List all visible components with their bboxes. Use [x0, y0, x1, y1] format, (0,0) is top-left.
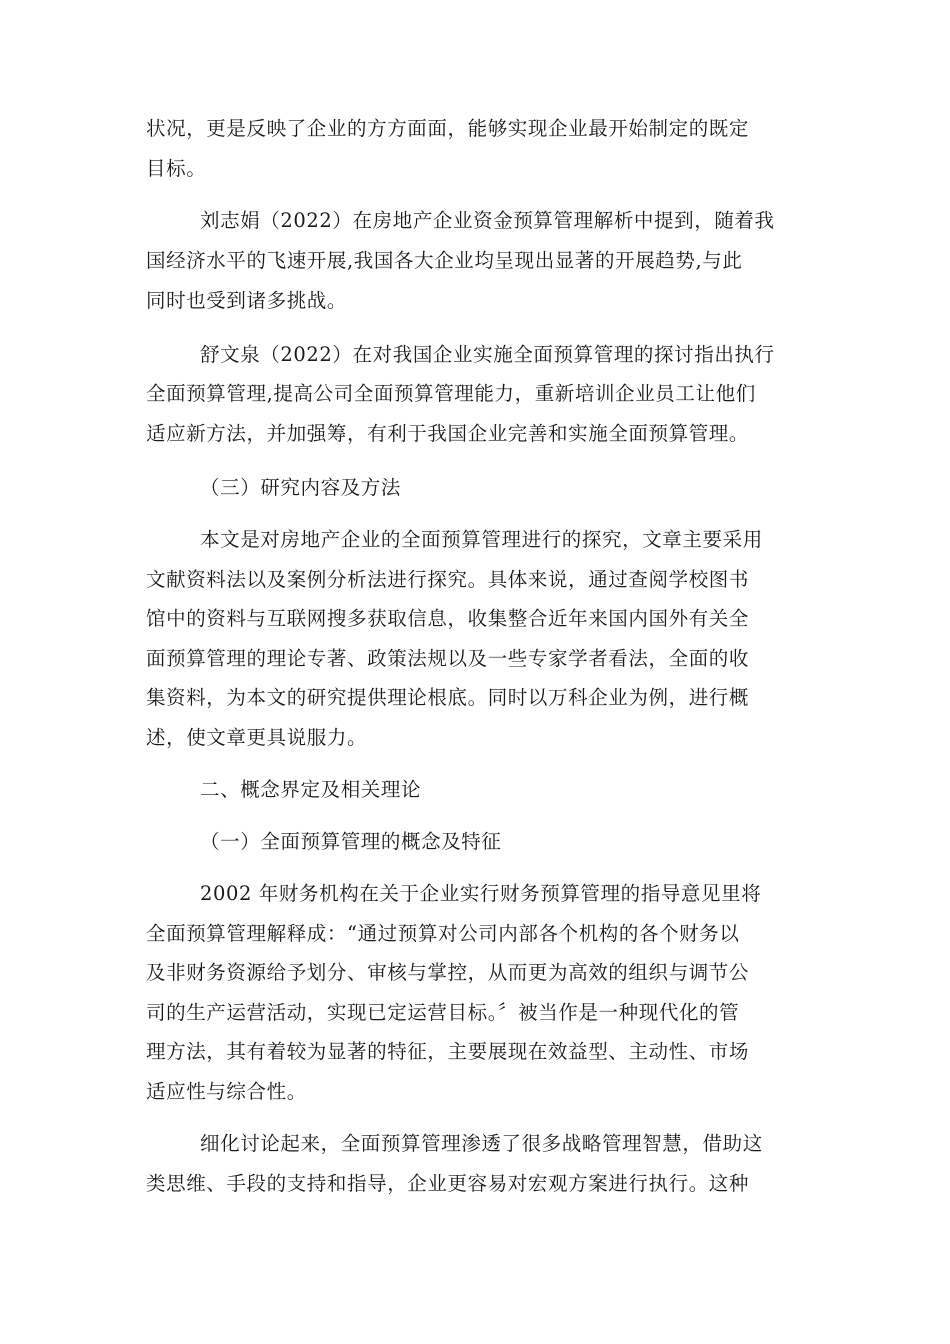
paragraph-line: 理方法，其有着较为显著的特征，主要展现在效益型、主动性、市场 [146, 1040, 750, 1063]
paragraph-line: 述，使文章更具说服力。 [146, 726, 368, 749]
paragraph-line: 馆中的资料与互联网搜多获取信息，收集整合近年来国内国外有关全 [146, 607, 750, 630]
section-heading: （一）全面预算管理的概念及特征 [200, 830, 502, 853]
paragraph-line: 细化讨论起来，全面预算管理渗透了很多战略管理智慧，借助这 [200, 1132, 763, 1155]
paragraph-line: 文献资料法以及案例分析法进行探究。具体来说，通过查阅学校图书 [146, 568, 750, 591]
paragraph-line: 2002 年财务机构在关于企业实行财务预算管理的指导意见里将 [200, 882, 762, 905]
paragraph-line: 舒文泉（2022）在对我国企业实施全面预算管理的探讨指出执行 [200, 343, 775, 366]
paragraph-line: 国经济水平的飞速开展,我国各大企业均呈现出显著的开展趋势,与此 [146, 249, 743, 272]
section-heading: （三）研究内容及方法 [200, 476, 402, 499]
paragraph-line: 及非财务资源给予划分、审核与掌控，从而更为高效的组织与调节公 [146, 961, 750, 984]
paragraph-line: 类思维、手段的支持和指导，企业更容易对宏观方案进行执行。这种 [146, 1172, 750, 1195]
paragraph-line: 目标。 [146, 157, 207, 180]
paragraph-line: 刘志娟（2022）在房地产企业资金预算管理解析中提到，随着我 [200, 209, 775, 232]
paragraph-line: 本文是对房地产企业的全面预算管理进行的探究，文章主要采用 [200, 528, 763, 551]
chapter-heading: 二、概念界定及相关理论 [200, 778, 422, 801]
paragraph-line: 全面预算管理,提高公司全面预算管理能力，重新培训企业员工让他们 [146, 382, 756, 405]
paragraph-line: 状况，更是反映了企业的方方面面，能够实现企业最开始制定的既定 [146, 117, 750, 140]
paragraph-line: 适应性与综合性。 [146, 1080, 307, 1103]
paragraph-line: 适应新方法，并加强筹，有利于我国企业完善和实施全面预算管理。 [146, 422, 750, 445]
paragraph-line: 司的生产运营活动，实现已定运营目标。〞被当作是一种现代化的管 [146, 1001, 740, 1024]
paragraph-line: 面预算管理的理论专著、政策法规以及一些专家学者看法，全面的收 [146, 647, 750, 670]
paragraph-line: 全面预算管理解释成：“通过预算对公司内部各个机构的各个财务以 [146, 922, 740, 945]
paragraph-line: 同时也受到诸多挑战。 [146, 289, 348, 312]
paragraph-line: 集资料，为本文的研究提供理论根底。同时以万科企业为例，进行概 [146, 686, 750, 709]
